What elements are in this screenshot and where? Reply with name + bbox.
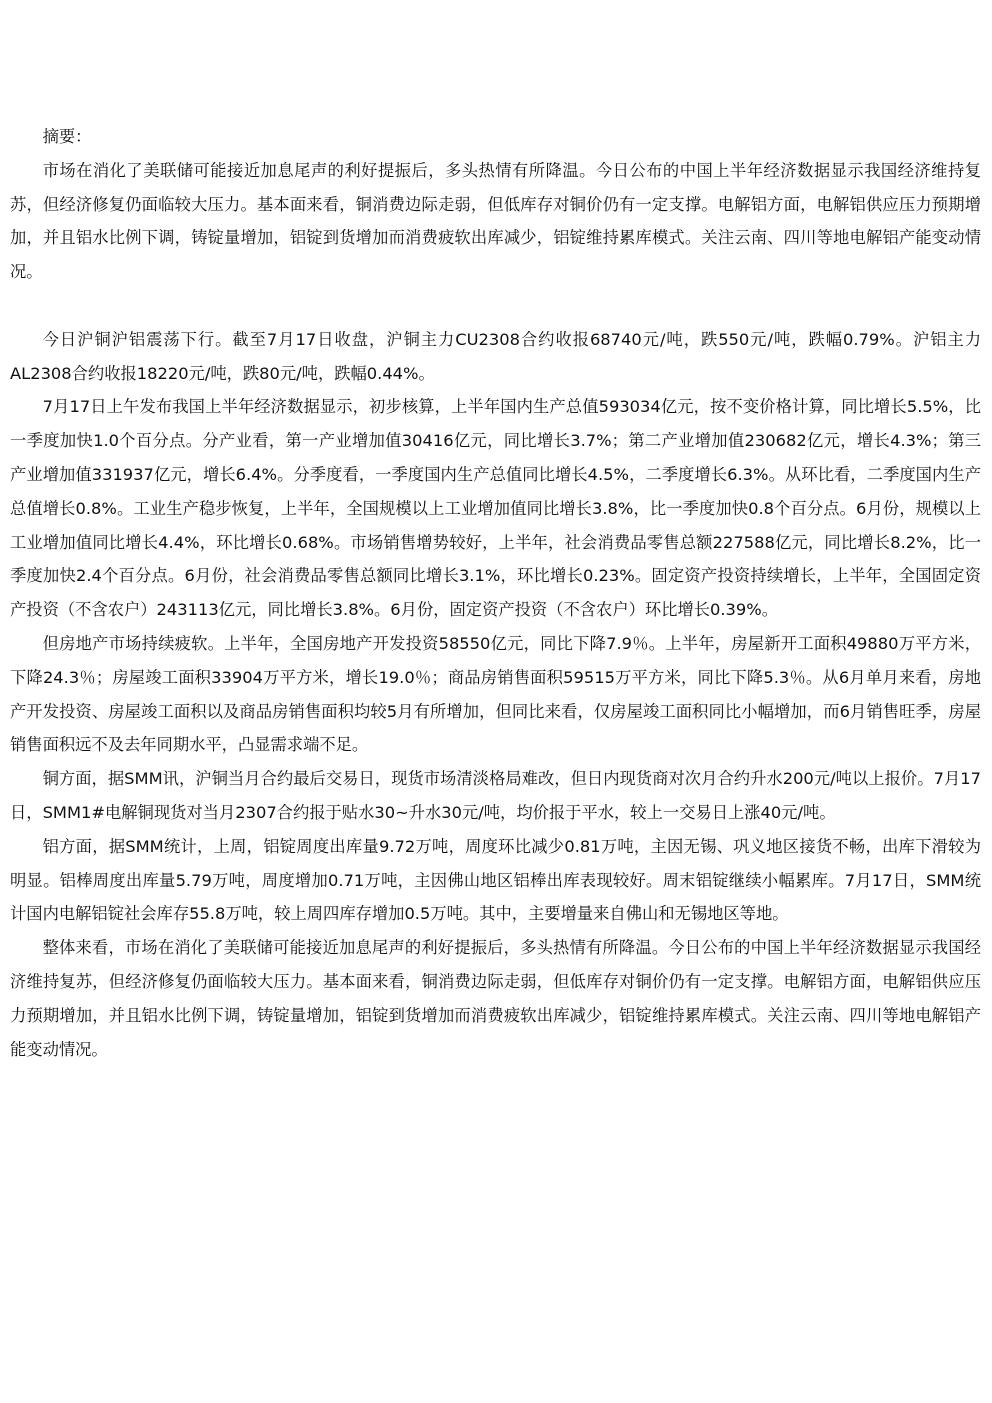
aluminum-paragraph: 铝方面，据SMM统计，上周，铝锭周度出库量9.72万吨，周度环比减少0.81万吨，主因无锡、巩义地区接货不畅，出库下滑较为明显。铝棒周度出库量5.79万吨，周度增加0.71万吨，主因佛山地区铝棒出库表现较好。周末铝锭继续小幅累库。7月17日，SMM统计国内电解铝锭社会库存55.8万吨，较上周四库存增加0.5万吨。其中，主要增量来自佛山和无锡地区等地。 (10, 836, 981, 924)
summary-label: 摘要： (42, 127, 92, 146)
property-paragraph: 但房地产市场持续疲软。上半年，全国房地产开发投资58550亿元，同比下降7.9％。上半年，房屋新开工面积49880万平方米，下降24.3％；房屋竣工面积33904万平方米，增长19.0％；商品房销售面积59515万平方米，同比下降5.3％。从6月单月来看，房地产开发投资、房屋竣工面积以及商品房销售面积均较5月有所增加，但同比来看，仅房屋竣工面积同比小幅增加，而6月销售旺季，房屋销售面积远不及去年同期水平，凸显需求端不足。 (10, 633, 981, 755)
conclusion-paragraph: 整体来看，市场在消化了美联储可能接近加息尾声的利好提振后，多头热情有所降温。今日公布的中国上半年经济数据显示我国经济维持复苏，但经济修复仍面临较大压力。基本面来看，铜消费边际走弱，但低库存对铜价仍有一定支撑。电解铝方面，电解铝供应压力预期增加，并且铝水比例下调，铸锭量增加，铝锭到货增加而消费疲软出库减少，铝锭维持累库模式。关注云南、四川等地电解铝产能变动情况。 (10, 938, 981, 1059)
copper-paragraph: 铜方面，据SMM讯，沪铜当月合约最后交易日，现货市场清淡格局难改，但日内现货商对次月合约升水200元/吨以上报价。7月17日，SMM1#电解铜现货对当月2307合约报于贴水30~升水30元/吨，均价报于平水，较上一交易日上涨40元/吨。 (10, 769, 981, 822)
macro-paragraph: 7月17日上午发布我国上半年经济数据显示，初步核算，上半年国内生产总值593034亿元，按不变价格计算，同比增长5.5%，比一季度加快1.0个百分点。分产业看，第一产业增加值30416亿元，同比增长3.7%；第二产业增加值230682亿元，增长4.3%；第三产业增加值331937亿元，增长6.4%。分季度看，一季度国内生产总值同比增长4.5%，二季度增长6.3%。从环比看，二季度国内生产总值增长0.8%。工业生产稳步恢复，上半年，全国规模以上工业增加值同比增长3.8%，比一季度加快0.8个百分点。6月份，规模以上工业增加值同比增长4.4%，环比增长0.68%。市场销售增势较好，上半年，社会消费品零售总额227588亿元，同比增长8.2%，比一季度加快2.4个百分点。6月份，社会消费品零售总额同比增长3.1%，环比增长0.23%。固定资产投资持续增长，上半年，全国固定资产投资（不含农户）243113亿元，同比增长3.8%。6月份，固定资产投资（不含农户）环比增长0.39%。 (10, 397, 981, 620)
paragraph-spacer (10, 289, 981, 323)
market-paragraph: 今日沪铜沪铝震荡下行。截至7月17日收盘，沪铜主力CU2308合约收报68740元/吨，跌550元/吨，跌幅0.79%。沪铝主力AL2308合约收报18220元/吨，跌80元/吨，跌幅0.44%。 (10, 329, 981, 383)
summary-paragraph: 市场在消化了美联储可能接近加息尾声的利好提振后，多头热情有所降温。今日公布的中国上半年经济数据显示我国经济维持复苏，但经济修复仍面临较大压力。基本面来看，铜消费边际走弱，但低库存对铜价仍有一定支撑。电解铝方面，电解铝供应压力预期增加，并且铝水比例下调，铸锭量增加，铝锭到货增加而消费疲软出库减少，铝锭维持累库模式。关注云南、四川等地电解铝产能变动情况。 (10, 160, 981, 282)
document-body (10, 120, 981, 1066)
